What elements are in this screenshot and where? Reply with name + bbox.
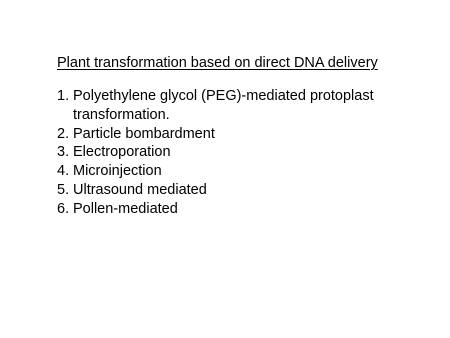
list-item-text: Ultrasound mediated — [73, 181, 207, 198]
list-item — [57, 162, 437, 181]
list-item — [57, 87, 437, 125]
list-item-text — [73, 87, 437, 125]
list-item-text-line2: transformation. — [73, 106, 170, 123]
list-item-text-line1: Polyethylene glycol (PEG)-mediated protoplast — [73, 88, 374, 104]
list-item-number: 1. — [57, 88, 70, 104]
list-item — [57, 181, 437, 200]
list-item-number: 4. — [57, 163, 70, 180]
method-list — [57, 87, 437, 219]
slide-content — [57, 54, 437, 219]
list-item-text: Electroporation — [73, 144, 171, 161]
list-item-text: Microinjection — [73, 163, 162, 180]
slide-title: Plant transformation based on direct DNA delivery — [57, 55, 378, 71]
list-item-number: 6. — [57, 200, 70, 217]
list-item-text: Pollen-mediated — [73, 200, 178, 217]
list-item-text: Particle bombardment — [73, 125, 215, 142]
list-item — [57, 143, 437, 162]
list-item-number: 3. — [57, 144, 70, 161]
list-item-number: 2. — [57, 125, 70, 142]
list-item — [57, 200, 437, 219]
list-item — [57, 125, 437, 144]
list-item-number: 5. — [57, 181, 70, 198]
